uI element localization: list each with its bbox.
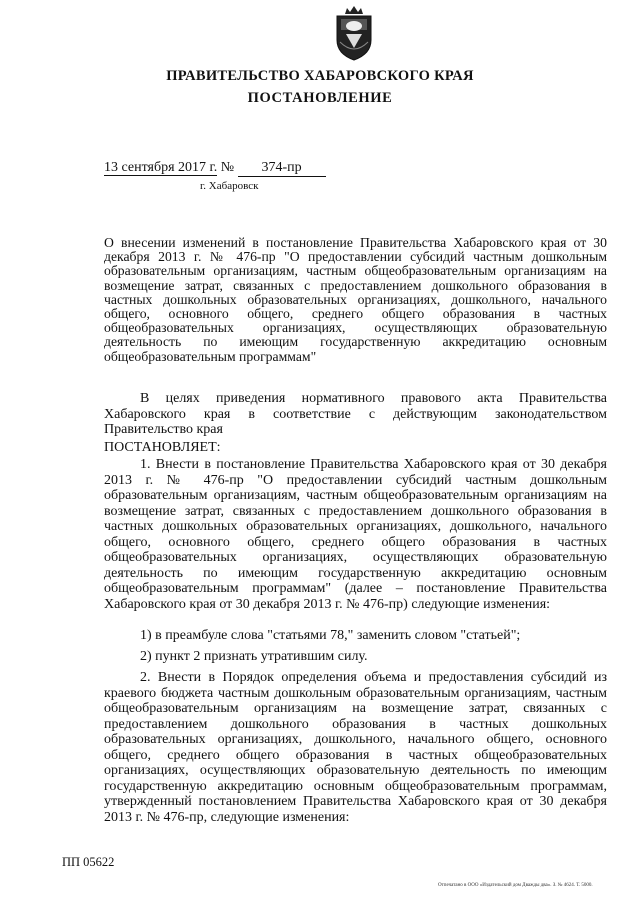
- document-number: 374-пр: [238, 160, 326, 177]
- item-2-paragraph: 2. Внести в Порядок определения объема и предоставления субсидий из краевого бюджета частным дошкольным образовательным организациям, частным общеобразовательным организациям на возмещение затрат, связанных с предоставлением дошкольного образования в частных дошкольных образовательных организациях, дошкольного, начального общего, основного общего, среднего общего образования в частных общеобразовательных организациях, осуществляющих образовательную деятельность по имеющим государственную аккредитацию основным общеобразовательным программам, утвержденный постановлением Правительства Хабаровского края от 30 декабря 2013 г. № 476-пр, следующие изменения:: [104, 670, 607, 825]
- date-number-line: [104, 160, 326, 177]
- item-1-subitem-2: 2) пункт 2 признать утратившим силу.: [140, 649, 368, 664]
- decree-word: ПОСТАНОВЛЯЕТ:: [104, 440, 221, 455]
- item-1-subitem-1: 1) в преамбуле слова "статьями 78," заменить словом "статьей";: [140, 628, 521, 643]
- number-sign: №: [220, 160, 235, 175]
- item-1-paragraph: 1. Внести в постановление Правительства Хабаровского края от 30 декабря 2013 г. № 476-пр "О предоставлении субсидий частным дошкольным образовательным организациям, частным общеобразовательным организациям на возмещение затрат, связанных с предоставлением дошкольного образования в частных дошкольных образовательных организациях, дошкольного, начального общего, основного общего, среднего общего образования в частных общеобразовательных организациях, осуществляющих образовательную деятельность по имеющим государственную аккредитацию основным общеобразовательным программам" (далее – постановление Правительства Хабаровского края от 30 декабря 2013 г. № 476-пр) следующие изменения:: [104, 457, 607, 612]
- print-note: Отпечатано в ООО «Издательский дом Дважды два». З. № 4624. Т. 5000.: [438, 883, 593, 888]
- document-date: 13 сентября 2017 г.: [104, 160, 218, 175]
- coat-of-arms-emblem: [331, 4, 377, 62]
- subject-title: О внесении изменений в постановление Правительства Хабаровского края от 30 декабря 2013 г. № 476-пр "О предоставлении субсидий частным дошкольным образовательным организациям, частным общеобразовательным организациям на возмещение затрат, связанных с предоставлением дошкольного образования в частных дошкольных образовательных организациях, дошкольного, начального общего, основного общего, среднего общего образования в частных общеобразовательных организациях, осуществляющих образовательную деятельность по имеющим государственную аккредитацию основным общеобразовательным программам": [104, 235, 607, 364]
- preamble-paragraph: В целях приведения нормативного правового акта Правительства Хабаровского края в соответствие с действующим законодательством Правительство края: [104, 391, 607, 437]
- city-label: г. Хабаровск: [200, 180, 259, 192]
- government-title: ПРАВИТЕЛЬСТВО ХАБАРОВСКОГО КРАЯ: [166, 68, 474, 84]
- document-stamp: ПП 05622: [62, 855, 115, 869]
- document-type: ПОСТАНОВЛЕНИЕ: [247, 90, 393, 106]
